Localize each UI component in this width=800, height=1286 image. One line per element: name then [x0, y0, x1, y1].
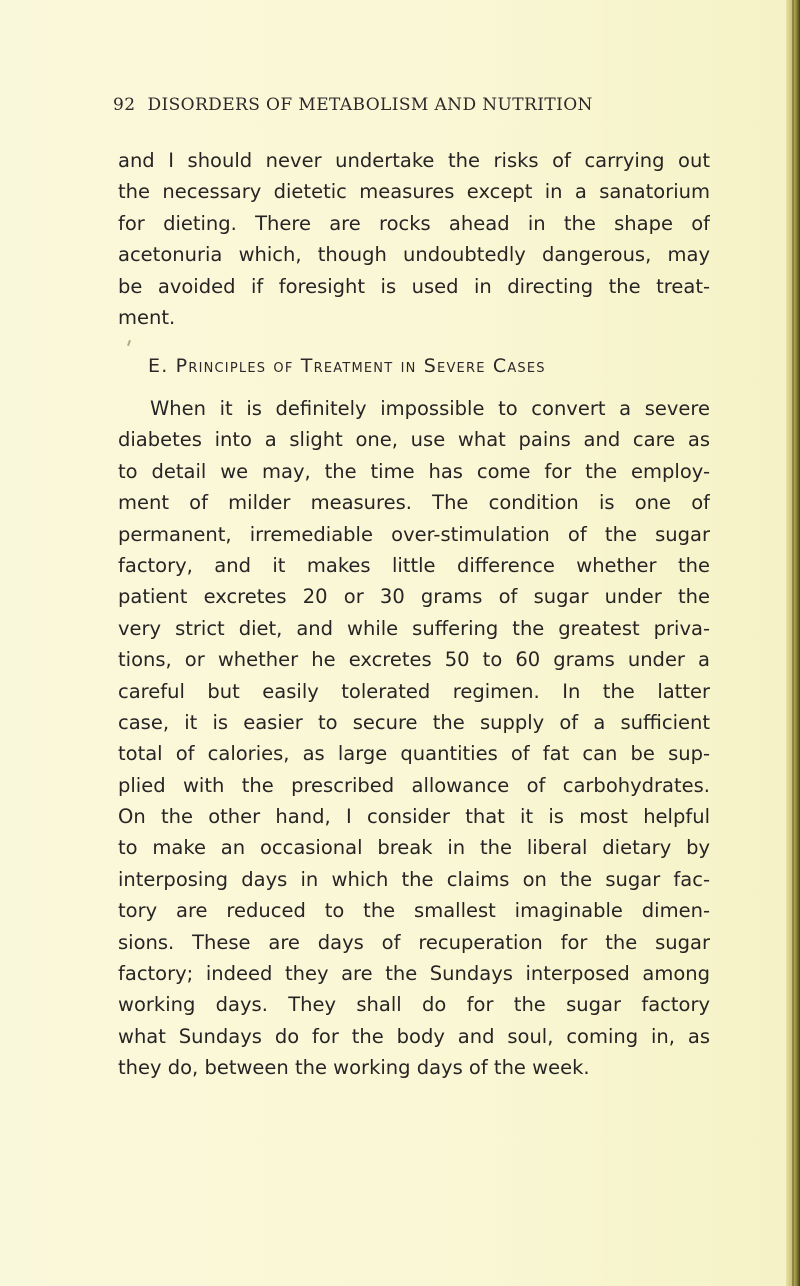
- paper-speck: [127, 340, 131, 346]
- text-line: for dieting. There are rocks ahead in the shape of: [118, 211, 710, 235]
- text-line: interposing days in which the claims on the sugar fac-: [118, 867, 710, 891]
- text-line: what Sundays do for the body and soul, coming in, as: [118, 1024, 710, 1048]
- text-line: acetonuria which, though undoubtedly dangerous, may: [118, 243, 710, 267]
- text-line: ment of milder measures. The condition is one of: [118, 491, 710, 515]
- text-line: total of calories, as large quantities of fat can be sup-: [118, 742, 710, 766]
- text-line: sions. These are days of recuperation for the sugar: [118, 930, 710, 954]
- text-line: factory, and it makes little difference whether the: [118, 553, 710, 577]
- running-head: [113, 95, 673, 125]
- text-line: to detail we may, the time has come for the employ-: [118, 459, 710, 483]
- text-line: they do, between the working days of the week.: [118, 1056, 590, 1080]
- text-line: On the other hand, I consider that it is most helpful: [118, 805, 710, 829]
- paragraph-1: [118, 145, 710, 333]
- text-line: permanent, irremediable over-stimulation of the sugar: [118, 522, 710, 546]
- text-line: case, it is easier to secure the supply of a sufficient: [118, 710, 710, 734]
- text-line: plied with the prescribed allowance of carbohydrates.: [118, 773, 710, 797]
- running-head-title: DISORDERS OF METABOLISM AND NUTRITION: [147, 95, 593, 115]
- text-line: the necessary dietetic measures except in a sanatorium: [118, 180, 710, 204]
- page-number: 92: [113, 95, 136, 115]
- text-line: to make an occasional break in the liberal dietary by: [118, 836, 710, 860]
- text-line: working days. They shall do for the sugar factory: [118, 993, 710, 1017]
- text-line: tory are reduced to the smallest imaginable dimen-: [118, 899, 710, 923]
- text-line: be avoided if foresight is used in directing the treat-: [118, 274, 710, 298]
- text-line: ment.: [118, 305, 176, 329]
- section-heading: E. Principles of Treatment in Severe Cases: [148, 355, 546, 377]
- text-line: diabetes into a slight one, use what pains and care as: [118, 428, 710, 452]
- text-line: very strict diet, and while suffering the greatest priva-: [118, 616, 710, 640]
- page-edge: [786, 0, 800, 1286]
- text-line: factory; indeed they are the Sundays interposed among: [118, 962, 710, 986]
- text-line: When it is definitely impossible to convert a severe: [150, 397, 710, 420]
- text-line: careful but easily tolerated regimen. In the latter: [118, 679, 710, 703]
- text-line: and I should never undertake the risks of carrying out: [118, 149, 710, 172]
- text-line: tions, or whether he excretes 50 to 60 grams under a: [118, 648, 710, 672]
- paragraph-2: [118, 393, 710, 1084]
- text-line: patient excretes 20 or 30 grams of sugar under the: [118, 585, 710, 609]
